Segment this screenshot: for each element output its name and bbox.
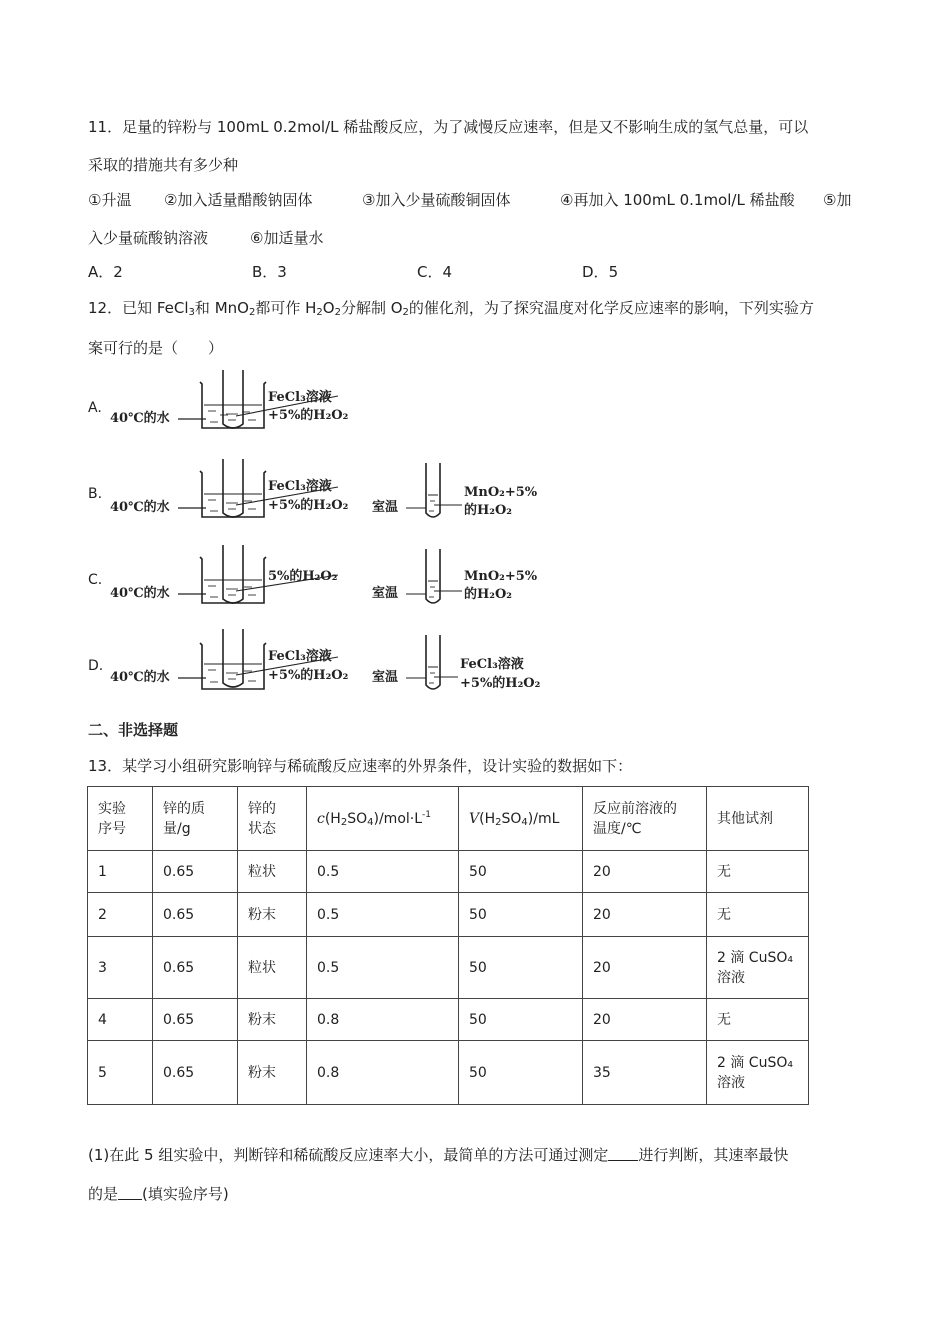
q11-measure-1: ①升温	[88, 191, 132, 209]
q11-option-c[interactable]	[417, 262, 452, 282]
q12-option-b-diagram	[110, 455, 570, 521]
option-value: 2	[113, 263, 123, 281]
beaker-left-label: 40℃的水	[110, 586, 170, 601]
cell-state: 粉末	[238, 893, 307, 937]
tube-label-2: +5%的H₂O₂	[460, 676, 541, 691]
tube-label-1: MnO₂+5%	[464, 569, 538, 584]
q13-sub1-text: 的是	[88, 1185, 119, 1203]
q12-stem-line1	[88, 298, 814, 318]
q12-stem-part: 和 MnO	[194, 299, 249, 317]
cell-temp: 35	[583, 1041, 707, 1105]
beaker-left-label: 40℃的水	[110, 670, 170, 685]
tube-label-1: FeCl₃溶液	[460, 657, 524, 672]
q13-sub1-text: (1)在此 5 组实验中，判断锌和稀硫酸反应速率大小，最简单的方法可通过测定	[88, 1146, 609, 1164]
header-cell: $c(H_2SO_4)/mol\cdot L^{-1}$	[307, 787, 459, 851]
q12-stem-part: 的催化剂，为了探究温度对化学反应速率的影响，下列实验方	[408, 299, 814, 317]
section-title: 二、非选择题	[88, 721, 179, 739]
beaker-left-label: 40℃的水	[110, 500, 170, 515]
q12-option-a-diagram	[110, 368, 370, 432]
q13-stem	[88, 756, 632, 776]
q11-measure-3: ③加入少量硫酸铜固体	[362, 191, 511, 209]
q12-option-a-letter[interactable]: A.	[88, 400, 102, 416]
header-cell: $V(H_2SO_4)/mL$	[459, 787, 583, 851]
q13-sub1-text: (填实验序号)	[142, 1185, 229, 1203]
cell-id: 1	[88, 851, 153, 893]
cell-conc: 0.5	[307, 937, 459, 999]
tube-label-2: 的H₂O₂	[464, 587, 512, 602]
beaker-label-2: +5%的H₂O₂	[268, 668, 349, 683]
test-tube-icon	[406, 633, 466, 693]
experiment-table	[87, 786, 809, 1105]
test-tube-icon	[406, 461, 466, 521]
q12-stem-part: 都可作 H	[255, 299, 317, 317]
q11-stem-line2: 采取的措施共有多少种	[88, 156, 239, 174]
cell-conc: 0.8	[307, 999, 459, 1041]
header-cell: 锌的质 量/g	[153, 787, 238, 851]
table-row	[88, 1041, 809, 1105]
q13-sub1-line1	[88, 1145, 788, 1165]
beaker-label-2: +5%的H₂O₂	[268, 498, 349, 513]
cell-vol: 50	[459, 999, 583, 1041]
option-value: 4	[442, 263, 453, 281]
q12-number: 12．	[88, 299, 123, 317]
header-cell: 反应前溶液的 温度/℃	[583, 787, 707, 851]
cell-mass: 0.65	[153, 937, 238, 999]
tube-label-1: MnO₂+5%	[464, 485, 538, 500]
table-row	[88, 999, 809, 1041]
cell-reagent: 无	[707, 893, 809, 937]
q12-option-b-letter[interactable]: B.	[88, 486, 103, 502]
cell-mass: 0.65	[153, 999, 238, 1041]
tube-left-label: 室温	[372, 670, 399, 685]
cell-mass: 0.65	[153, 893, 238, 937]
table-row	[88, 893, 809, 937]
q12-option-c-letter[interactable]: C.	[88, 572, 103, 588]
beaker-label-1: FeCl₃溶液	[268, 390, 332, 405]
cell-vol: 50	[459, 1041, 583, 1105]
test-tube-icon	[406, 547, 466, 607]
answer-blank-2[interactable]	[118, 1185, 142, 1200]
option-value: 3	[277, 263, 287, 281]
cell-id: 2	[88, 893, 153, 937]
cell-state: 粒状	[238, 851, 307, 893]
q11-number: 11．	[88, 118, 123, 136]
cell-reagent: 2 滴 CuSO₄ 溶液	[707, 937, 809, 999]
q13-sub1-line2	[88, 1184, 229, 1204]
cell-state: 粉末	[238, 1041, 307, 1105]
q11-measure-4: ④再加入 100mL 0.1mol/L 稀盐酸	[560, 191, 795, 209]
q11-option-d[interactable]	[582, 262, 618, 282]
cell-id: 4	[88, 999, 153, 1041]
subscript: 2	[316, 307, 323, 318]
table-row	[88, 937, 809, 999]
q11-measure-5-end: 入少量硫酸钠溶液	[88, 229, 209, 247]
cell-state: 粒状	[238, 937, 307, 999]
cell-mass: 0.65	[153, 851, 238, 893]
option-letter: B．	[252, 263, 278, 281]
cell-conc: 0.5	[307, 893, 459, 937]
q13-number: 13．	[88, 757, 123, 775]
header-cell: 其他试剂	[707, 787, 809, 851]
table-header-row	[88, 787, 809, 851]
cell-state: 粉末	[238, 999, 307, 1041]
tube-left-label: 室温	[372, 500, 399, 515]
q11-measure-5-start: ⑤加	[823, 191, 852, 209]
subscript: 2	[402, 307, 409, 318]
header-cell: 锌的 状态	[238, 787, 307, 851]
answer-blank-1[interactable]	[608, 1146, 638, 1161]
q11-stem-line1	[88, 117, 808, 137]
beaker-label-1: 5%的H₂O₂	[268, 569, 338, 584]
option-letter: D．	[582, 263, 609, 281]
q12-option-d-letter[interactable]: D.	[88, 658, 104, 674]
cell-conc: 0.8	[307, 1041, 459, 1105]
cell-mass: 0.65	[153, 1041, 238, 1105]
cell-vol: 50	[459, 851, 583, 893]
beaker-label-1: FeCl₃溶液	[268, 649, 332, 664]
q12-stem-part: 分解制 O	[340, 299, 403, 317]
q12-option-d-diagram	[110, 627, 570, 695]
cell-reagent: 2 滴 CuSO₄ 溶液	[707, 1041, 809, 1105]
q13-stem-text: 某学习小组研究影响锌与稀硫酸反应速率的外界条件，设计实验的数据如下：	[122, 757, 633, 775]
q11-measure-2: ②加入适量醋酸钠固体	[164, 191, 313, 209]
cell-temp: 20	[583, 937, 707, 999]
q11-stem-text1: 足量的锌粉与 100mL 0.2mol/L 稀盐酸反应，为了减慢反应速率，但是又不影响生成的氢气总量，可以	[122, 118, 809, 136]
cell-conc: 0.5	[307, 851, 459, 893]
cell-vol: 50	[459, 937, 583, 999]
subscript: 2	[334, 307, 341, 318]
option-letter: C．	[417, 263, 443, 281]
table-row	[88, 851, 809, 893]
q11-measure-6: ⑥加适量水	[250, 229, 324, 247]
cell-id: 3	[88, 937, 153, 999]
q12-stem-line2: 案可行的是（ ）	[88, 339, 224, 357]
beaker-label-1: FeCl₃溶液	[268, 479, 332, 494]
subscript: 3	[188, 307, 195, 318]
header-cell: 实验 序号	[88, 787, 153, 851]
subscript: 2	[248, 307, 256, 318]
cell-temp: 20	[583, 851, 707, 893]
cell-reagent: 无	[707, 999, 809, 1041]
cell-vol: 50	[459, 893, 583, 937]
q13-sub1-text: 进行判断，其速率最快	[638, 1146, 789, 1164]
q11-option-b[interactable]	[252, 262, 287, 282]
option-value: 5	[608, 263, 619, 281]
q12-option-c-diagram	[110, 541, 570, 607]
cell-temp: 20	[583, 893, 707, 937]
q11-option-a[interactable]	[88, 262, 123, 282]
q12-stem-part: O	[322, 299, 335, 317]
tube-label-2: 的H₂O₂	[464, 503, 512, 518]
beaker-label-2: +5%的H₂O₂	[268, 408, 349, 423]
q12-stem-part: 已知 FeCl	[122, 299, 189, 317]
option-letter: A．	[88, 263, 114, 281]
cell-reagent: 无	[707, 851, 809, 893]
beaker-left-label: 40℃的水	[110, 411, 170, 426]
cell-id: 5	[88, 1041, 153, 1105]
tube-left-label: 室温	[372, 586, 399, 601]
cell-temp: 20	[583, 999, 707, 1041]
